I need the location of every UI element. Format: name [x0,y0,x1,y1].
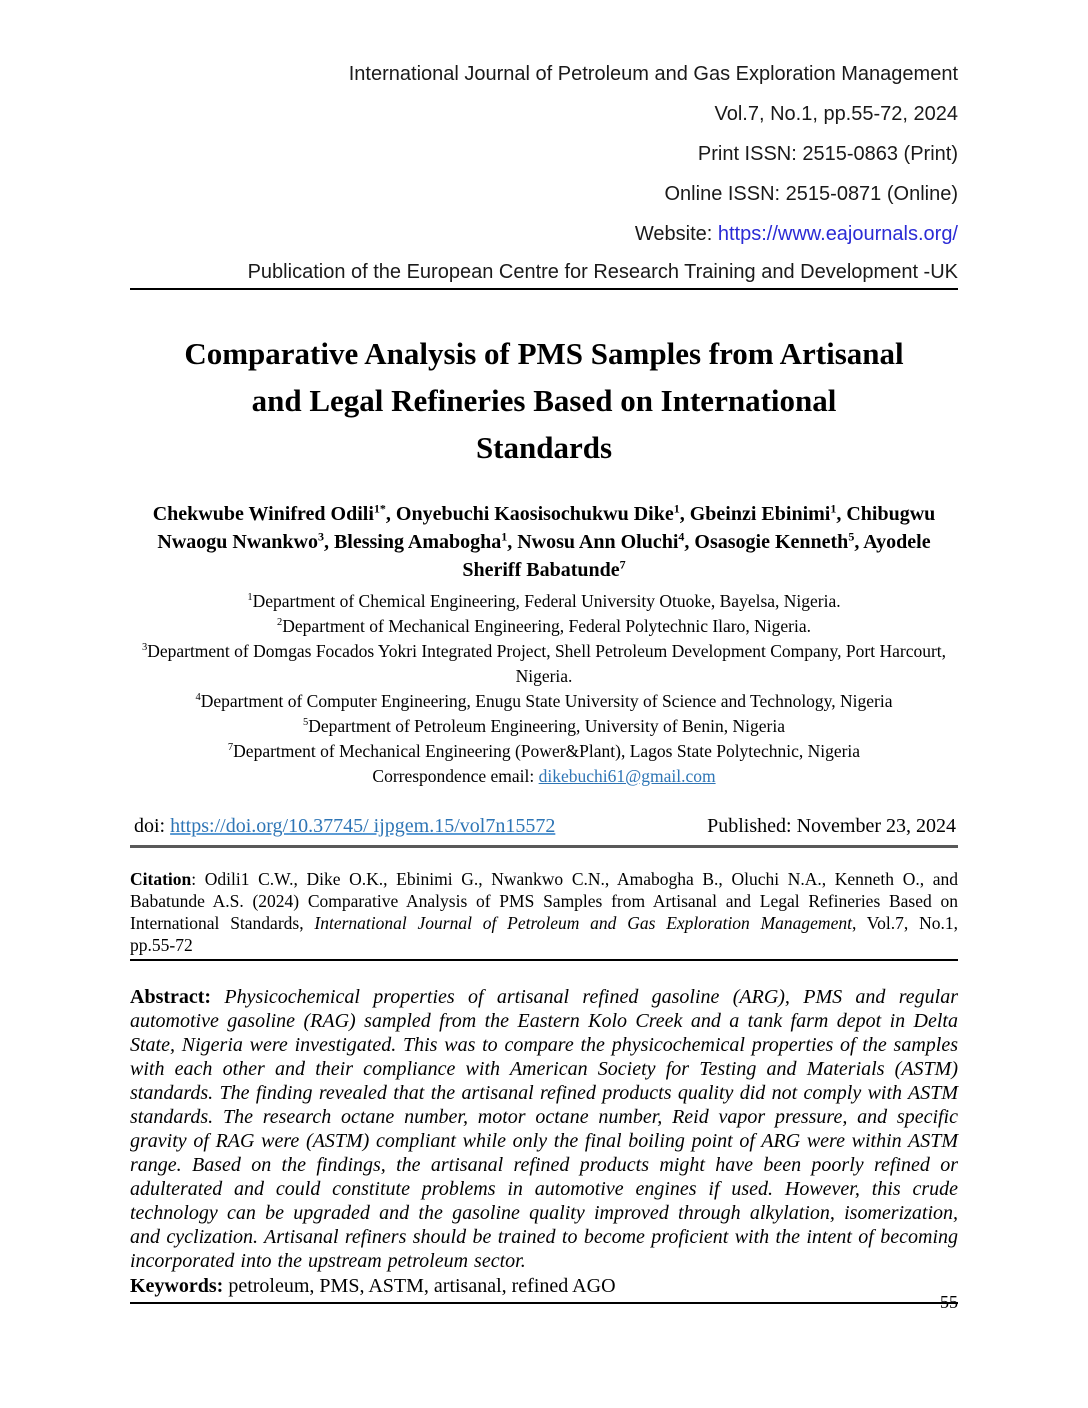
article-title [130,330,958,471]
author-1: Chekwube Winifred Odili$^{1*}$ [152,501,386,525]
journal-name: International Journal of Petroleum and Gas Exploration Management [348,63,958,85]
doi-line [134,813,555,839]
author-5: , Blessing Amabogha$^1$ [323,529,508,553]
keywords-text: petroleum, PMS, ASTM, artisanal, refined AGO [223,1275,616,1297]
affiliation-2: $^2$Department of Mechanical Engineering, Federal Polytechnic Ilaro, Nigeria. [277,616,811,636]
author-3-affmark: 1 [830,501,837,516]
affiliation-4: $^4$Department of Computer Engineering, Enugu State University of Science and Technology, Nigeria [195,691,893,711]
publication-line: Publication of the European Centre for Research Training and Development -UK [130,259,958,290]
keywords-line [130,1273,958,1304]
website-label: Website: [634,223,718,245]
author-8-affmark: 7 [619,557,626,572]
citation-block [130,868,958,961]
affiliation-1: $^1$Department of Chemical Engineering, Federal University Otuoke, Bayelsa, Nigeria. [247,591,841,611]
website-line [130,214,958,254]
author-6-affmark: 4 [678,529,685,544]
author-3: , Gbeinzi Ebinimi$^1$ [679,501,837,525]
correspondence-line [130,764,958,789]
affiliation-6: $^7$Department of Mechanical Engineering (Power&Plant), Lagos State Polytechnic, Nigeria [227,741,861,761]
affiliation-5: $^5$Department of Petroleum Engineering, University of Benin, Nigeria [303,716,785,736]
website-link[interactable]: https://www.eajournals.org/ [717,223,958,245]
author-list [130,500,958,584]
title-line-2: and Legal Refineries Based on International [251,383,837,418]
title-line-1: Comparative Analysis of PMS Samples from Artisanal [184,336,904,371]
author-5-affmark: 1 [501,529,508,544]
author-4-affmark: 3 [317,529,324,544]
author-6: , Nwosu Ann Oluchi$^4$ [507,529,685,553]
author-7: , Osasogie Kenneth$^5$ [684,529,855,553]
abstract-text: Physicochemical properties of artisanal refined gasoline (ARG), PMS and regular automotive gasoline (RAG) sampled from the Eastern Kolo Creek and a tank farm depot in Delta State, Nigeria were investigated. This was to compare the physicochemical properties of the samples with each other and their compliance with American Society for Testing and Materials (ASTM) standards. The finding revealed that the artisanal refined products quality did not comply with ASTM standards. The research octane number, motor octane number, Reid vapor pressure, and specific gravity of RAG were (ASTM) compliant while only the final boiling point of ARG were within ASTM range. Based on the findings, the artisanal refined products might have been poorly refined or adulterated and could constitute problems in automotive engines if used. However, this crude technology can be upgraded and the gasoline quality improved through alkylation, isomerization, and cyclization. Artisanal refiners should be trained to become proficient with the intent of becoming incorporated into the upstream petroleum sector. [130,986,958,1272]
print-issn: Print ISSN: 2515-0863 (Print) [697,143,958,165]
doi-label: doi: [134,815,171,837]
page-number: 55 [940,1292,958,1312]
abstract-label: Abstract: [130,986,212,1008]
published-date: Published: November 23, 2024 [707,815,956,837]
citation-journal-name: International Journal of Petroleum and Gas Exploration Management [314,913,852,933]
journal-header [0,0,1088,290]
doi-link[interactable]: https://doi.org/10.37745/ ijpgem.15/vol7n15572 [170,815,556,837]
correspondence-label: Correspondence email: [372,766,539,786]
author-2: , Onyebuchi Kaosisochukwu Dike$^1$ [385,501,680,525]
correspondence-email-link[interactable]: dikebuchi61@gmail.com [538,766,716,786]
author-4: , Chibugwu Nwaogu Nwankwo$^3$ [157,503,936,553]
title-line-3: Standards [475,430,613,465]
issue-info: Vol.7, No.1, pp.55-72, 2024 [714,103,958,125]
citation-label: Citation [130,869,192,889]
doi-row [130,813,958,848]
article-content [130,330,958,1304]
author-1-affmark: 1* [373,501,386,516]
abstract-block [130,985,958,1273]
citation-tail: , Vol.7, No.1, pp.55-72 [130,913,958,955]
keywords-label: Keywords: [130,1275,224,1297]
online-issn: Online ISSN: 2515-0871 (Online) [664,183,958,205]
author-7-affmark: 5 [848,529,855,544]
author-8: , Ayodele Sheriff Babatunde$^7$ [462,531,931,581]
citation-text: : Odili1 C.W., Dike O.K., Ebinimi G., Nwankwo C.N., Amabogha B., Oluchi N.A., Kenneth O., and Babatunde A.S. (2024) Comparative Analysis of PMS Samples from Artisanal and Legal Refineries Based on International Standards, [130,869,958,933]
author-2-affmark: 1 [673,501,680,516]
affiliation-3: $^3$Department of Domgas Focados Yokri Integrated Project, Shell Petroleum Development Company, Port Harcourt, Nigeria. [141,641,947,686]
affiliations [130,589,958,789]
